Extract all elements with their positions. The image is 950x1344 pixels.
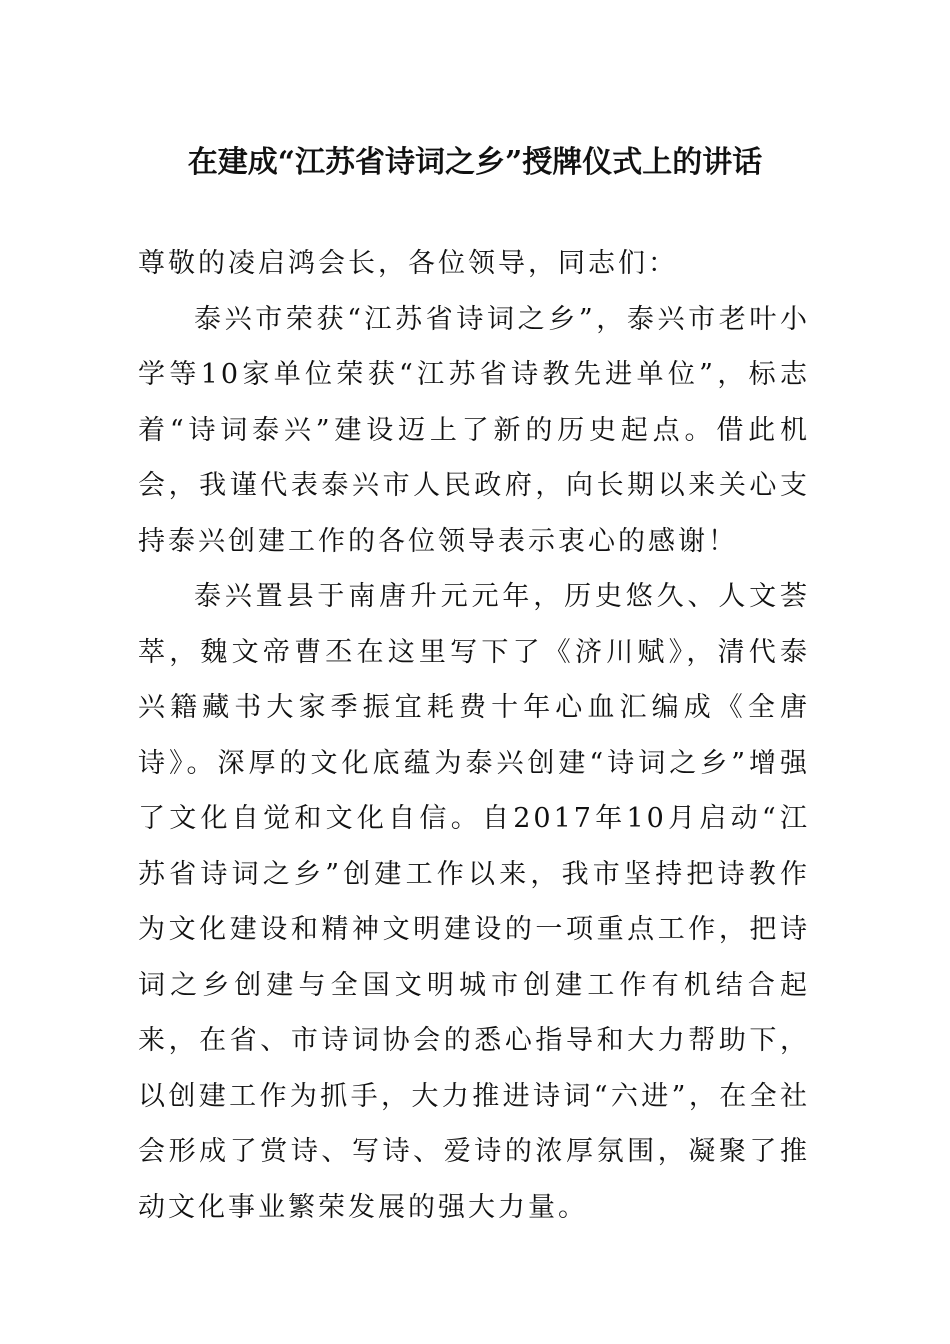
document-title: 在建成“江苏省诗词之乡”授牌仪式上的讲话	[187, 145, 763, 180]
salutation: 尊敬的凌启鸿会长，各位领导，同志们：	[138, 248, 678, 279]
paragraph-1: 泰兴市荣获“江苏省诗词之乡”，泰兴市老叶小学等10家单位荣获“江苏省诗教先进单位”，标志着“诗词泰兴”建设迈上了新的历史起点。借此机会，我谨代表泰兴市人民政府，向长期以来关心支持泰兴创建工作的各位领导表示衷心的感谢！	[138, 303, 810, 557]
paragraph-2: 泰兴置县于南唐升元元年，历史悠久、人文荟萃，魏文帝曹丕在这里写下了《济川赋》，清代泰兴籍藏书大家季振宜耗费十年心血汇编成《全唐诗》。深厚的文化底蕴为泰兴创建“诗词之乡”增强了文化自觉和文化自信。自2017年10月启动“江苏省诗词之乡”创建工作以来，我市坚持把诗教作为文化建设和精神文明建设的一项重点工作，把诗词之乡创建与全国文明城市创建工作有机结合起来，在省、市诗词协会的悉心指导和大力帮助下，以创建工作为抓手，大力推进诗词“六进”，在全社会形成了赏诗、写诗、爱诗的浓厚氛围，凝聚了推动文化事业繁荣发展的强大力量。	[138, 581, 810, 1223]
document-body	[138, 236, 810, 1235]
